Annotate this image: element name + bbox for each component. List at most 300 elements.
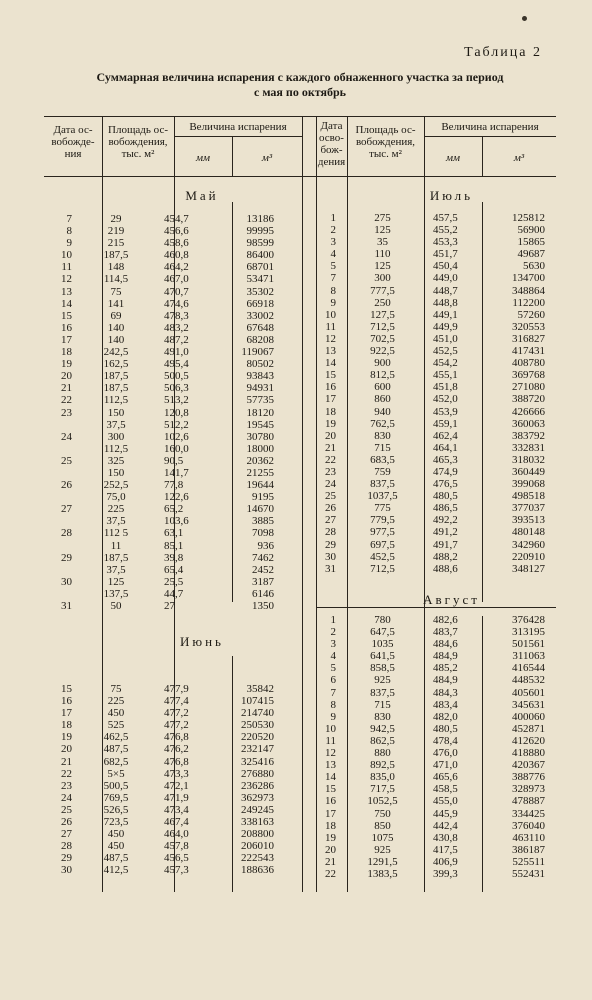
- header-date-left: Дата ос- вобожде- ния: [51, 124, 95, 160]
- table-row: [44, 394, 282, 406]
- evap-m3-cell: 360449: [512, 465, 545, 478]
- area-cell: 11: [110, 539, 122, 552]
- evap-mm-cell: 39,8: [164, 551, 184, 564]
- table-row: [316, 687, 553, 699]
- table-row: [316, 248, 553, 260]
- area-cell: 500,5: [103, 779, 129, 792]
- day-cell: 20: [61, 370, 72, 383]
- evap-m3-cell: 18000: [246, 442, 274, 455]
- header-area-left: Площадь ос- вобождения, тыс. м²: [108, 124, 168, 160]
- evap-m3-cell: 93843: [246, 370, 274, 383]
- area-cell: 723,5: [103, 816, 129, 829]
- day-cell: 8: [66, 225, 72, 238]
- table-row: [316, 285, 553, 297]
- table-row: [44, 576, 282, 588]
- day-cell: 17: [325, 807, 336, 820]
- evap-m3-cell: 2452: [252, 563, 274, 576]
- table-row: [44, 382, 282, 394]
- table-row: [316, 406, 553, 418]
- area-cell: 75,0: [106, 491, 126, 504]
- area-cell: 450: [107, 840, 125, 853]
- evap-m3-cell: 480148: [512, 526, 545, 539]
- evap-mm-cell: 449,0: [433, 272, 458, 285]
- day-cell: 31: [61, 600, 72, 612]
- header-mm-right: мм: [445, 152, 461, 164]
- header-m3-right: м³: [513, 152, 525, 164]
- evap-mm-cell: 483,2: [164, 321, 189, 334]
- evap-m3-cell: 66918: [246, 297, 274, 310]
- area-cell: 837,5: [370, 686, 395, 699]
- evap-mm-cell: 477,9: [164, 683, 189, 695]
- evap-m3-cell: 334425: [512, 807, 545, 820]
- area-cell: 780: [374, 614, 391, 626]
- day-cell: [44, 491, 80, 503]
- table-caption: [40, 70, 560, 100]
- table-row: [44, 707, 282, 719]
- table-row: [316, 820, 553, 832]
- evap-m3-cell: 400060: [512, 710, 545, 723]
- evap-m3-cell: 5630: [523, 260, 545, 273]
- area-cell: 69: [110, 309, 122, 322]
- evap-m3-cell: 19644: [246, 479, 274, 492]
- evap-m3-cell: 208800: [241, 828, 274, 841]
- table-row: [44, 491, 282, 503]
- table-row: [44, 792, 282, 804]
- area-cell: 5×5: [107, 767, 125, 780]
- evap-mm-cell: 77,8: [164, 479, 184, 492]
- evap-m3-cell: 236286: [241, 779, 274, 792]
- day-cell: 26: [61, 479, 72, 492]
- evap-m3-cell: 80502: [246, 358, 274, 371]
- area-cell: 526,5: [103, 803, 129, 816]
- table-row: [44, 298, 282, 310]
- table-row: [44, 683, 282, 695]
- day-cell: 9: [330, 296, 336, 309]
- evap-mm-cell: 25,5: [164, 575, 184, 588]
- evap-mm-cell: 484,9: [433, 650, 458, 663]
- evap-mm-cell: 430,8: [433, 831, 458, 844]
- table-row: [44, 719, 282, 731]
- day-cell: 18: [61, 719, 72, 732]
- day-cell: 23: [61, 406, 72, 419]
- month-title-august: Август: [423, 592, 480, 607]
- july-rows: [316, 212, 553, 575]
- evap-m3-cell: 21255: [246, 466, 274, 479]
- header-evap-right: Величина испарения: [441, 121, 539, 133]
- evap-m3-cell: 478887: [512, 795, 545, 808]
- table-row: [44, 419, 282, 431]
- evap-mm-cell: 90,5: [164, 454, 184, 467]
- evap-mm-cell: 103,6: [164, 515, 189, 528]
- evap-m3-cell: 98599: [246, 237, 274, 250]
- area-cell: 150: [107, 466, 125, 479]
- table-row: [316, 224, 553, 236]
- evap-m3-cell: 448532: [512, 674, 545, 687]
- area-cell: 29: [110, 213, 122, 225]
- table-row: [316, 526, 553, 538]
- day-cell: 17: [325, 393, 336, 406]
- evap-m3-cell: 525511: [512, 855, 545, 868]
- evap-mm-cell: 476,2: [164, 743, 189, 756]
- area-cell: 37,5: [106, 418, 126, 431]
- table-row: [316, 381, 553, 393]
- table-row: [316, 638, 553, 650]
- day-cell: 15: [61, 309, 72, 322]
- day-cell: 27: [61, 828, 72, 841]
- evap-m3-cell: 68208: [246, 333, 274, 346]
- evap-mm-cell: 477,2: [164, 719, 189, 732]
- table-row: [316, 430, 553, 442]
- area-cell: 127,5: [370, 308, 395, 321]
- evap-m3-cell: 463110: [512, 831, 545, 844]
- table-row: [316, 723, 553, 735]
- evap-mm-cell: 453,9: [433, 405, 458, 418]
- area-cell: 862,5: [370, 734, 395, 747]
- evap-mm-cell: 495,4: [164, 358, 189, 371]
- day-cell: 1: [330, 212, 336, 224]
- table-row: [44, 503, 282, 515]
- area-cell: 112 5: [103, 527, 129, 540]
- evap-m3-cell: 313195: [512, 626, 545, 639]
- day-cell: 29: [325, 538, 336, 551]
- area-cell: 600: [374, 381, 391, 394]
- table-row: [44, 346, 282, 358]
- table-number: Таблица 2: [464, 45, 542, 60]
- area-cell: 858,5: [370, 662, 395, 675]
- area-cell: 750: [374, 807, 391, 820]
- table-row: [44, 780, 282, 792]
- day-cell: 5: [330, 260, 336, 273]
- day-cell: [44, 588, 80, 600]
- area-cell: 225: [107, 695, 125, 708]
- day-cell: 14: [325, 771, 336, 784]
- table-row: [316, 466, 553, 478]
- evap-m3-cell: 342960: [512, 538, 545, 551]
- table-row: [44, 358, 282, 370]
- day-cell: 21: [61, 382, 72, 395]
- day-cell: 19: [61, 358, 72, 371]
- evap-m3-cell: 420367: [512, 759, 545, 772]
- evap-mm-cell: 488,2: [433, 550, 458, 563]
- table-row: [316, 490, 553, 502]
- day-cell: 28: [61, 840, 72, 853]
- area-cell: 35: [377, 236, 388, 249]
- evap-m3-cell: 232147: [241, 743, 274, 756]
- table-row: [44, 816, 282, 828]
- day-cell: 27: [325, 514, 336, 527]
- area-cell: 187,5: [103, 551, 129, 564]
- evap-mm-cell: 480,5: [433, 490, 458, 503]
- evap-mm-cell: 449,1: [433, 308, 458, 321]
- evap-mm-cell: 467,0: [164, 273, 189, 286]
- table-row: [44, 540, 282, 552]
- area-cell: 777,5: [370, 284, 395, 297]
- evap-mm-cell: 451,0: [433, 332, 458, 345]
- area-cell: 1035: [371, 638, 394, 651]
- evap-m3-cell: 15865: [517, 236, 545, 249]
- area-cell: 125: [374, 224, 391, 237]
- day-cell: 25: [325, 490, 336, 503]
- evap-mm-cell: 474,9: [433, 465, 458, 478]
- june-rows: [44, 683, 282, 877]
- evap-mm-cell: 102,6: [164, 430, 189, 443]
- evap-mm-cell: 464,0: [164, 828, 189, 841]
- day-cell: 1: [330, 614, 336, 626]
- area-cell: 187,5: [103, 370, 129, 383]
- area-cell: 940: [374, 405, 391, 418]
- evap-m3-cell: 360063: [512, 417, 545, 430]
- evap-m3-cell: 57260: [517, 308, 545, 321]
- evap-mm-cell: 476,8: [164, 731, 189, 744]
- evap-mm-cell: 486,5: [433, 502, 458, 515]
- table-row: [44, 443, 282, 455]
- evap-m3-cell: 119067: [241, 346, 274, 359]
- evap-mm-cell: 452,0: [433, 393, 458, 406]
- area-cell: 462,5: [103, 731, 129, 744]
- day-cell: 13: [325, 759, 336, 772]
- table-row: [316, 297, 553, 309]
- header-m3-left: м³: [261, 152, 273, 164]
- evap-m3-cell: 112200: [512, 296, 545, 309]
- table-row: [44, 237, 282, 249]
- area-cell: 487,5: [103, 852, 129, 865]
- day-cell: 29: [61, 852, 72, 865]
- table-row: [44, 225, 282, 237]
- day-cell: 5: [330, 662, 336, 675]
- table-row: [44, 455, 282, 467]
- day-cell: 16: [325, 381, 336, 394]
- area-cell: 162,5: [103, 358, 129, 371]
- table-row: [316, 771, 553, 783]
- area-cell: 775: [374, 502, 391, 515]
- day-cell: 9: [66, 237, 72, 250]
- table-row: [316, 260, 553, 272]
- evap-m3-cell: 320553: [512, 320, 545, 333]
- evap-mm-cell: 465,6: [433, 771, 458, 784]
- day-cell: 22: [61, 394, 72, 407]
- day-cell: 15: [61, 683, 72, 695]
- evap-mm-cell: 457,5: [433, 212, 458, 224]
- area-cell: 112,5: [103, 394, 129, 407]
- area-cell: 835,0: [370, 771, 395, 784]
- area-cell: 150: [107, 406, 125, 419]
- day-cell: 3: [330, 638, 336, 651]
- evap-m3-cell: 3187: [252, 575, 274, 588]
- evap-m3-cell: 57735: [246, 394, 274, 407]
- table-row: [316, 454, 553, 466]
- evap-mm-cell: 44,7: [164, 587, 184, 600]
- table-row: [316, 321, 553, 333]
- evap-mm-cell: 471,9: [164, 791, 189, 804]
- day-cell: 30: [325, 550, 336, 563]
- day-cell: 31: [325, 562, 336, 575]
- month-title-july: Июль: [429, 188, 474, 203]
- evap-mm-cell: 457,3: [164, 864, 189, 877]
- month-title-june: Июнь: [180, 634, 224, 649]
- evap-mm-cell: 449,9: [433, 320, 458, 333]
- day-cell: 4: [330, 248, 336, 261]
- evap-mm-cell: 455,0: [433, 795, 458, 808]
- evap-mm-cell: 122,6: [164, 491, 189, 504]
- evap-m3-cell: 7098: [252, 527, 274, 540]
- table-row: [44, 804, 282, 816]
- evap-m3-cell: 30780: [246, 430, 274, 443]
- area-cell: 759: [374, 465, 391, 478]
- evap-mm-cell: 487,2: [164, 333, 189, 346]
- area-cell: 50: [110, 600, 122, 612]
- table-row: [316, 832, 553, 844]
- evap-mm-cell: 482,6: [433, 614, 458, 626]
- evap-mm-cell: 484,9: [433, 674, 458, 687]
- evap-mm-cell: 474,6: [164, 297, 189, 310]
- table-row: [316, 539, 553, 551]
- evap-m3-cell: 107415: [241, 695, 274, 708]
- table-row: [44, 467, 282, 479]
- area-cell: 219: [107, 225, 125, 238]
- day-cell: 10: [325, 722, 336, 735]
- evap-m3-cell: 388720: [512, 393, 545, 406]
- evap-mm-cell: 120,8: [164, 406, 189, 419]
- day-cell: 27: [61, 503, 72, 516]
- august-rows: [316, 614, 553, 880]
- table-row: [316, 614, 553, 626]
- day-cell: 20: [61, 743, 72, 756]
- may-rows: [44, 213, 282, 612]
- evap-m3-cell: 49687: [517, 248, 545, 261]
- day-cell: 13: [325, 345, 336, 358]
- area-cell: 712,5: [370, 320, 395, 333]
- area-cell: 525: [107, 719, 125, 732]
- table-row: [44, 322, 282, 334]
- day-cell: 26: [325, 502, 336, 515]
- evap-mm-cell: 448,7: [433, 284, 458, 297]
- area-cell: 140: [107, 333, 125, 346]
- area-cell: 942,5: [370, 722, 395, 735]
- day-cell: 21: [325, 441, 336, 454]
- evap-mm-cell: 406,9: [433, 855, 458, 868]
- evap-m3-cell: 405601: [512, 686, 545, 699]
- area-cell: 37,5: [106, 515, 126, 528]
- area-cell: 125: [374, 260, 391, 273]
- day-cell: 13: [61, 285, 72, 298]
- evap-mm-cell: 471,0: [433, 759, 458, 772]
- table-row: [44, 588, 282, 600]
- caption-line-1: Суммарная величина испарения с каждого обнаженного участка за период: [96, 70, 504, 84]
- area-cell: 215: [107, 237, 125, 250]
- evap-m3-cell: 383792: [512, 429, 545, 442]
- evap-m3-cell: 1350: [252, 600, 274, 612]
- evap-m3-cell: 86400: [246, 249, 274, 262]
- evap-mm-cell: 491,2: [433, 526, 458, 539]
- table-row: [44, 756, 282, 768]
- table-row: [316, 309, 553, 321]
- evap-mm-cell: 484,6: [433, 638, 458, 651]
- evap-m3-cell: 417431: [512, 345, 545, 358]
- evap-m3-cell: 220520: [241, 731, 274, 744]
- evap-m3-cell: 498518: [512, 490, 545, 503]
- area-cell: 250: [374, 296, 391, 309]
- day-cell: 29: [61, 551, 72, 564]
- day-cell: [44, 467, 80, 479]
- area-cell: 925: [374, 843, 391, 856]
- day-cell: [44, 540, 80, 552]
- page-mark: [522, 16, 527, 21]
- area-cell: 892,5: [370, 759, 395, 772]
- area-cell: 717,5: [370, 783, 395, 796]
- day-cell: 16: [61, 321, 72, 334]
- area-cell: 712,5: [370, 562, 395, 575]
- evap-mm-cell: 448,8: [433, 296, 458, 309]
- area-cell: 900: [374, 357, 391, 370]
- day-cell: 26: [61, 816, 72, 829]
- evap-m3-cell: 386187: [512, 843, 545, 856]
- day-cell: 22: [61, 767, 72, 780]
- table-row: [44, 552, 282, 564]
- evap-mm-cell: 483,7: [433, 626, 458, 639]
- table-row: [316, 735, 553, 747]
- area-cell: 450: [107, 707, 125, 720]
- day-cell: 12: [325, 332, 336, 345]
- area-cell: 75: [110, 285, 122, 298]
- area-cell: 837,5: [370, 478, 395, 491]
- day-cell: 15: [325, 369, 336, 382]
- month-title-may: Май: [185, 188, 219, 203]
- evap-mm-cell: 476,5: [433, 478, 458, 491]
- evap-m3-cell: 316827: [512, 332, 545, 345]
- evap-m3-cell: 377037: [512, 502, 545, 515]
- evap-m3-cell: 936: [257, 539, 274, 552]
- area-cell: 225: [107, 503, 125, 516]
- day-cell: 10: [325, 308, 336, 321]
- area-cell: 715: [374, 441, 391, 454]
- area-cell: 75: [110, 683, 122, 695]
- evap-mm-cell: 477,2: [164, 707, 189, 720]
- evap-m3-cell: 328973: [512, 783, 545, 796]
- table-row: [44, 310, 282, 322]
- evap-m3-cell: 220910: [512, 550, 545, 563]
- table-row: [316, 369, 553, 381]
- table-row: [44, 431, 282, 443]
- evap-mm-cell: 65,2: [164, 503, 184, 516]
- area-cell: 187,5: [103, 382, 129, 395]
- evap-m3-cell: 19545: [246, 418, 274, 431]
- area-cell: 412,5: [103, 864, 129, 877]
- table-row: [44, 864, 282, 876]
- table-row: [316, 662, 553, 674]
- day-cell: 2: [330, 224, 336, 237]
- header-mm-left: мм: [195, 152, 211, 164]
- evap-m3-cell: 393513: [512, 514, 545, 527]
- evap-mm-cell: 484,3: [433, 686, 458, 699]
- table-row: [316, 393, 553, 405]
- area-cell: 1075: [371, 831, 394, 844]
- area-cell: 300: [107, 430, 125, 443]
- table-row: [316, 272, 553, 284]
- area-cell: 1291,5: [367, 855, 398, 868]
- table-row: [316, 357, 553, 369]
- evap-mm-cell: 455,2: [433, 224, 458, 237]
- table-row: [44, 731, 282, 743]
- area-cell: 925: [374, 674, 391, 687]
- table-row: [316, 674, 553, 686]
- area-cell: 830: [374, 429, 391, 442]
- evap-m3-cell: 345631: [512, 698, 545, 711]
- evap-mm-cell: 454,2: [433, 357, 458, 370]
- day-cell: 18: [61, 346, 72, 359]
- evap-m3-cell: 6146: [252, 587, 274, 600]
- day-cell: 17: [61, 333, 72, 346]
- day-cell: 2: [330, 626, 336, 639]
